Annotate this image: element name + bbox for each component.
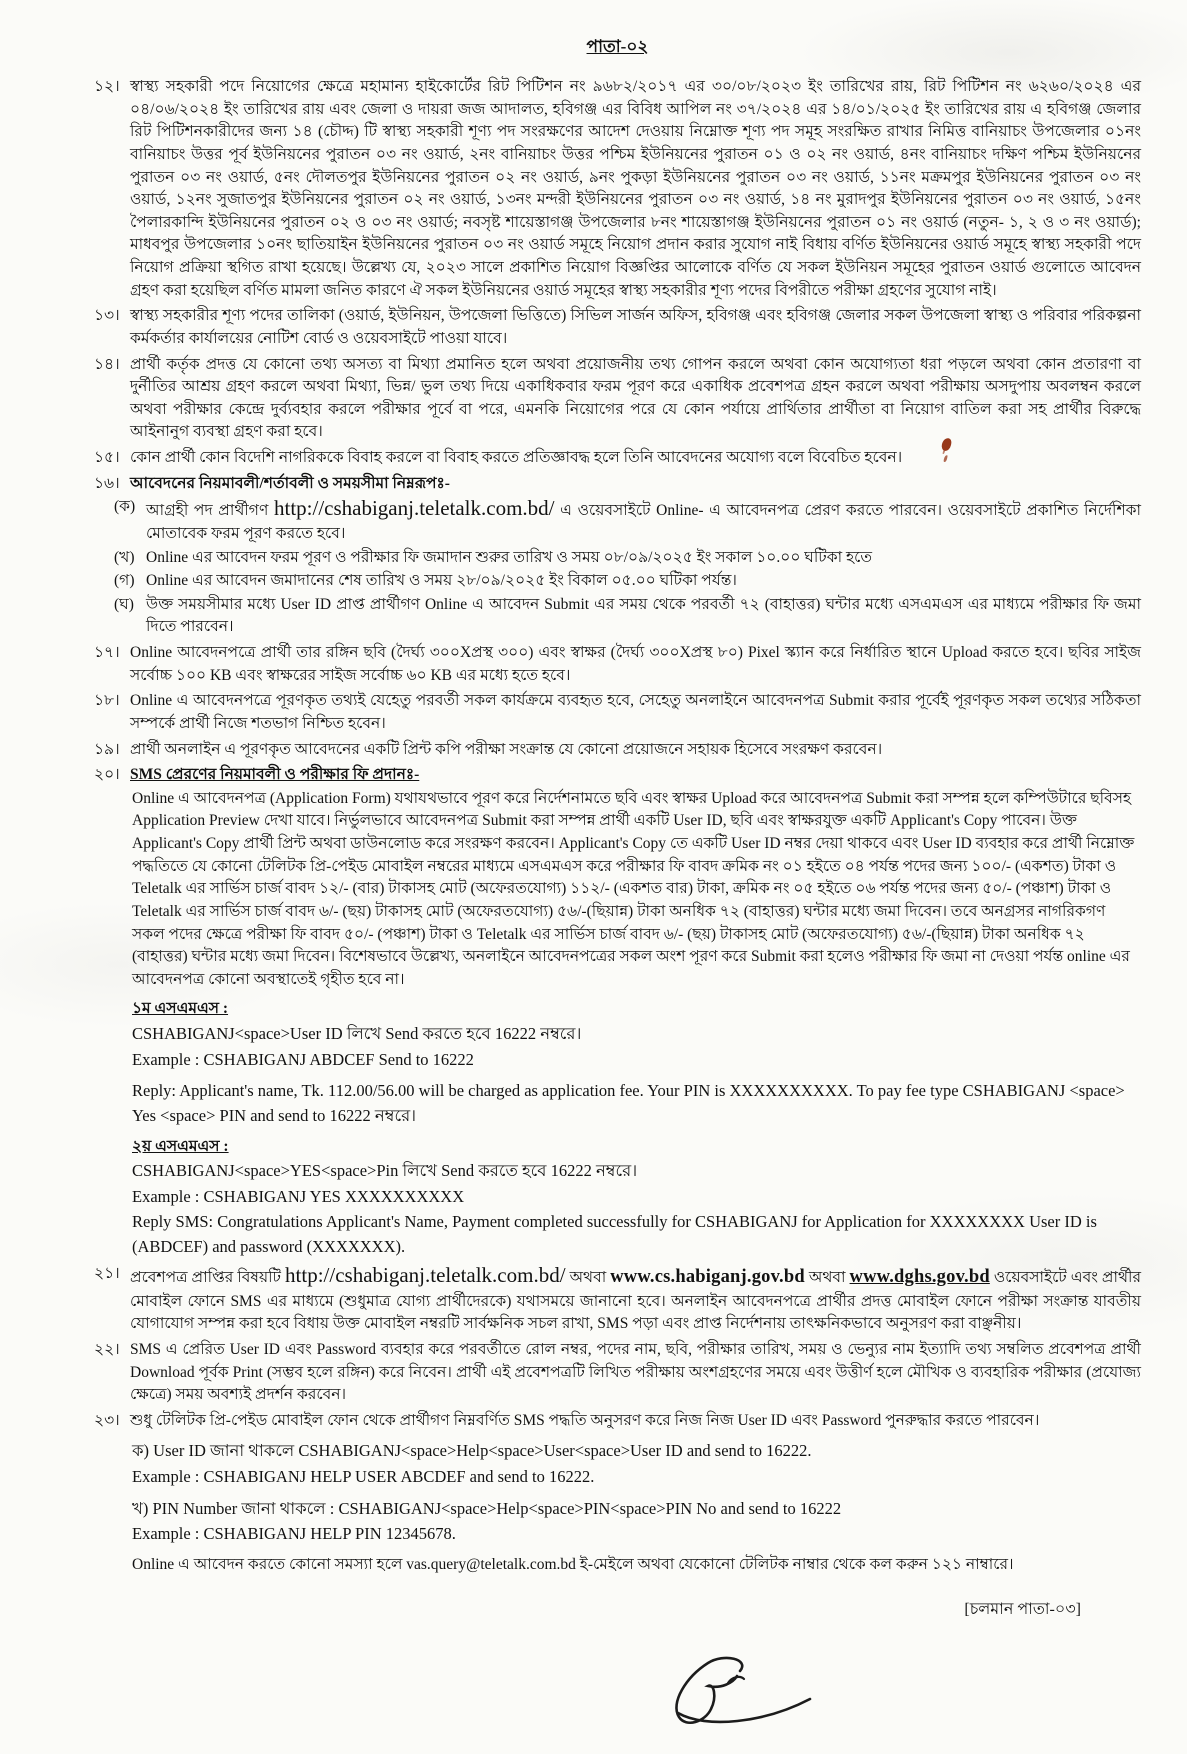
- text-run: প্রবেশপত্র প্রাপ্তির বিষয়টি: [130, 1268, 286, 1286]
- sms1-example: [94, 1048, 1141, 1073]
- item-content: [130, 1339, 1141, 1407]
- text-run: Example : CSHABIGANJ HELP PIN 12345678.: [132, 1524, 456, 1544]
- item-content: [132, 1048, 1141, 1073]
- item-23-a: [94, 1439, 1141, 1464]
- item-number: (খ): [114, 548, 135, 566]
- url-teletalk: http://cshabiganj.teletalk.com.bd/: [273, 496, 555, 521]
- text-run: Online এ আবেদন করতে কোনো সমস্যা হলে vas.query@teletalk.com.bd ই-মেইলে অথবা যেকোনো টেলিটক নাম্বার থেকে কল করুন ১২১ নাম্বারে।: [132, 1555, 1014, 1573]
- text-run: Online এ আবেদনপত্রে পূরণকৃত তথ্যই যেহেতু পরবর্তী সকল কার্যক্রমে ব্যবহৃত হবে, সেহেতু অনলাইনে আবেদনপত্র Submit করার পূর্বেই পূরণকৃত সকল তথ্যের সঠিকতা সম্পর্কে প্রার্থী নিজে শতভাগ নিশ্চিত হবেন।: [130, 692, 1141, 732]
- url-teletalk: http://cshabiganj.teletalk.com.bd/: [285, 1262, 566, 1287]
- item-content: [132, 1210, 1141, 1259]
- item-number: ১৬।: [94, 474, 120, 492]
- item-22: [94, 1339, 1141, 1407]
- text-run: Online এর আবেদন জমাদানের শেষ তারিখ ও সময় ২৮/০৯/২০২৫ ইং বিকাল ০৫.০০ ঘটিকা পর্যন্ত।: [146, 572, 737, 590]
- item-number: ১৫।: [94, 449, 120, 466]
- signature: [654, 1649, 834, 1749]
- item-21: [94, 1263, 1141, 1336]
- item-content: [130, 305, 1141, 350]
- item-number: (গ): [114, 572, 135, 590]
- text-run: শুধু টেলিটক প্রি-পেইড মোবাইল ফোন থেকে প্রার্থীগণ নিম্নবর্ণিত SMS পদ্ধতি অনুসরণ করে নিজ নিজ User ID এবং Password পুনরুদ্ধার করতে পারবেন।: [130, 1411, 1040, 1429]
- text-run: প্রার্থী কর্তৃক প্রদত্ত যে কোনো তথ্য অসত্য বা মিথ্যা প্রমানিত হলে অথবা প্রয়োজনীয় তথ্য গোপন করলে অথবা কোন অযোগ্যতা ধরা পড়লে অথবা কোন প্রতারণা বা দুর্নীতির আশ্রয় গ্রহণ করলে অথবা মিথ্যা, ভিন্ন/ ভুল তথ্য দিয়ে একাধিকবার ফরম পূরণ করে একাধিক প্রবেশপত্র গ্রহন করলে অথবা পরীক্ষায় অসদুপায় অবলম্বন করলে অথবা পরীক্ষার কেন্দ্রে দুর্ব্যবহার করলে পরীক্ষার পূর্বে বা পরে, এমনকি নিয়োগের পরে যে কোন পর্যায়ে প্রার্থিতার প্রার্থীতা বা নিয়োগ বাতিল করা সহ প্রার্থীর বিরুদ্ধে আইনানুগ ব্যবস্থা গ্রহণ করা হবে।: [130, 355, 1141, 441]
- item-content: [130, 642, 1141, 687]
- item-16-c: [94, 570, 1141, 593]
- text-run: আবেদনের নিয়মাবলী/শর্তাবলী ও সময়সীমা নিম্নরূপঃ-: [130, 474, 450, 492]
- page-title: পাতা-০২: [586, 37, 649, 56]
- text-run: CSHABIGANJ<space>User ID লিখে Send করতে হবে 16222 নম্বরে।: [132, 1024, 582, 1043]
- item-content: [130, 764, 1141, 787]
- item-16-heading: [94, 473, 1141, 496]
- item-content: [132, 998, 1141, 1021]
- item-16-b: [94, 547, 1141, 570]
- text-run: ওয়েবসাইটে এবং প্রার্থীর মোবাইল ফোনে SMS এর মাধ্যমে (শুধুমাত্র যোগ্য প্রার্থীদেরকে) যথাসময়ে জানানো হবে। অনলাইন আবেদনপত্রে প্রার্থীর প্রদত্ত মোবাইল ফোনে পরীক্ষা সংক্রান্ত যাবতীয় যোগাযোগ সম্পন্ন করা হবে বিধায় উক্ত মোবাইল নম্বরটি সার্বক্ষনিক সচল রাখা, SMS পড়া এবং প্রাপ্ত নির্দেশনায় তাৎক্ষনিকভাবে অনুসরণ করা বাঞ্ছনীয়।: [130, 1268, 1141, 1333]
- sms1-format: [94, 1022, 1141, 1047]
- item-number: ১৯।: [94, 740, 120, 758]
- text-run: কোন প্রার্থী কোন বিদেশি নাগরিককে বিবাহ করলে বা বিবাহ করতে প্রতিজ্ঞাবদ্ধ হলে তিনি আবেদনের অযোগ্য বলে বিবেচিত হবেন।: [130, 449, 903, 466]
- item-number: (ঘ): [114, 595, 134, 613]
- text-run: Online আবেদনপত্রে প্রার্থী তার রঙ্গিন ছবি (দৈর্ঘ্য ৩০০Xপ্রস্থ ৩০০) এবং স্বাক্ষর (দৈর্ঘ্য ৩০০Xপ্রস্থ ৮০) Pixel স্ক্যান করে নির্ধারিত স্থানে Upload করতে হবে। ছবির সাইজ সর্বোচ্চ ১০০ KB এবং স্বাক্ষরের সাইজ সর্বোচ্চ ৬০ KB এর মধ্যে হতে হবে।: [130, 644, 1141, 684]
- item-content: [130, 354, 1141, 445]
- document-body: [94, 76, 1141, 1577]
- text-run: Reply SMS: Congratulations Applicant's Name, Payment completed successfully for CSHABIGANJ for Application for XXXXXXXX User ID is (ABDCEF) and password (XXXXXXX).: [132, 1212, 1097, 1256]
- text-run: এ ওয়েবসাইটে Online- এ আবেদনপত্র প্রেরণ করতে পারবেন। ওয়েবসাইটে প্রকাশিত নির্দেশিকা মোতাবেক ফরম পূরণ করতে হবে।: [146, 502, 1141, 542]
- item-content: [130, 447, 1141, 470]
- item-18: [94, 690, 1141, 735]
- item-23-a-example: [94, 1465, 1141, 1490]
- sms2-format: [94, 1159, 1141, 1184]
- sms1-heading: [94, 998, 1141, 1021]
- text-run: CSHABIGANJ<space>YES<space>Pin লিখে Send করতে হবে 16222 নম্বরে।: [132, 1161, 638, 1181]
- item-content: [132, 1079, 1141, 1128]
- item-19: [94, 739, 1141, 762]
- item-number: ১৪।: [94, 355, 120, 373]
- item-content: [132, 1022, 1141, 1047]
- item-content: [146, 594, 1141, 639]
- item-content: [130, 1263, 1141, 1336]
- url-cs-habiganj: www.cs.habiganj.gov.bd: [610, 1266, 805, 1287]
- item-content: [132, 1185, 1141, 1210]
- item-content: [146, 570, 1141, 593]
- sms2-heading: [94, 1136, 1141, 1159]
- item-12: [94, 76, 1141, 302]
- sms1-reply: [94, 1079, 1141, 1128]
- item-17: [94, 642, 1141, 687]
- item-content: [132, 1497, 1141, 1522]
- item-content: [132, 1136, 1141, 1159]
- text-run: Reply: Applicant's name, Tk. 112.00/56.00 will be charged as application fee. Your PIN is XXXXXXXXXX. To pay fee type CSHABIGANJ <space> Yes <space> PIN and send to 16222 নম্বরে।: [132, 1081, 1125, 1125]
- text-run: অথবা: [565, 1268, 611, 1286]
- sms2-example: [94, 1185, 1141, 1210]
- item-23-b: [94, 1497, 1141, 1522]
- item-content: [130, 739, 1141, 762]
- item-14: [94, 354, 1141, 445]
- item-content: [132, 1554, 1141, 1577]
- text-run: Online এ আবেদনপত্র (Application Form) যথাযথভাবে পূরণ করে নির্দেশনামতে ছবি এবং স্বাক্ষর Upload করে আবেদনপত্র Submit করা সম্পন্ন হলে কম্পিউটারে ছবিসহ Application Preview দেখা যাবে। নির্ভুলভাবে আবেদনপত্র Submit করা সম্পন্ন প্রার্থী একটি User ID, ছবি এবং স্বাক্ষরযুক্ত একটি Applicant's Copy পাবেন। উক্ত Applicant's Copy প্রার্থী প্রিন্ট অথবা ডাউনলোড করে সংরক্ষণ করবেন। Applicant's Copy তে একটি User ID নম্বর দেয়া থাকবে এবং User ID ব্যবহার করে প্রার্থী নিম্নোক্ত পদ্ধতিতে যে কোনো টেলিটক প্রি-পেইড মোবাইল নম্বরের মাধ্যমে এসএমএস করে পরীক্ষার ফি বাবদ ক্রমিক নং ০১ হইতে ০৪ পর্যন্ত পদের জন্য ১০০/- (একশত) টাকা ও Teletalk এর সার্ভিস চার্জ বাবদ ১২/- (বার) টাকাসহ মোট (অফেরতযোগ্য) ১১২/- (একশত বার) টাকা, ক্রমিক নং ০৫ হইতে ০৬ পর্যন্ত পদের জন্য ৫০/- (পঞ্চাশ) টাকা ও Teletalk এর সার্ভিস চার্জ বাবদ ৬/- (ছয়) টাকাসহ মোট (অফেরতযোগ্য) ৫৬/-(ছিয়ান্ন) টাকা অনধিক ৭২ (বাহাত্তর) ঘন্টার মধ্যে জমা দিবেন। তবে অনগ্রসর নাগরিকগণ সকল পদের ক্ষেত্রে পরীক্ষা ফি বাবদ ৫০/- (পঞ্চাশ) টাকা ও Teletalk এর সার্ভিস চার্জ বাবদ ৬/- (ছয়) টাকাসহ মোট (অফেরতযোগ্য) ৫৬/-(ছিয়ান্ন) টাকা অনধিক ৭২ (বাহাত্তর) ঘন্টার মধ্যে জমা দিবেন। বিশেষভাবে উল্লেখ্য, অনলাইনে আবেদনপত্রের সকল অংশ পূরণ করে Submit করা হলেও পরীক্ষার ফি জমা না দেওয়া পর্যন্ত online এর আবেদনপত্র কোনো অবস্থাতেই গৃহীত হবে না।: [132, 789, 1135, 988]
- text-run: ২য় এসএমএস :: [132, 1137, 229, 1155]
- item-content: [132, 1439, 1141, 1464]
- text-run: স্বাস্থ্য সহকারী পদে নিয়োগের ক্ষেত্রে মহামান্য হাইকোর্টের রিট পিটিশন নং ৯৬৮২/২০১৭ এর ৩০/০৮/২০২৩ ইং তারিখের রায়, রিট পিটিশন নং ৬২৬০/২০২৪ এর ০৪/০৬/২০২৪ ইং তারিখের রায় এবং জেলা ও দায়রা জজ আদালত, হবিগঞ্জ এর বিবিধ আপিল নং ৩৭/২০২৪ এর ১৪/০১/২০২৫ ইং তারিখের রায় এ হবিগঞ্জ জেলার রিট পিটিশনকারীদের জন্য ১৪ (চৌদ্দ) টি স্বাস্থ্য সহকারী শূণ্য পদ সংরক্ষণের আদেশ দেওয়ায় নিম্নোক্ত শূণ্য পদ সমূহ সংরক্ষিত রাখার নিমিত্ত বানিয়াচং উপজেলার ০১নং বানিয়াচং উত্তর পূর্ব ইউনিয়নের পুরাতন ০৩ নং ওয়ার্ড, ২নং বানিয়াচং উত্তর পশ্চিম ইউনিয়নের পুরাতন ০১ ও ০২ নং ওয়ার্ড, ৪নং বানিয়াচং দক্ষিণ পশ্চিম ইউনিয়নের পুরাতন ০৩ নং ওয়ার্ড, ৫নং দৌলতপুর ইউনিয়নের পুরাতন ০২ নং ওয়ার্ড, ৯নং পুকড়া ইউনিয়নের পুরাতন ০৩ নং ওয়ার্ড, ১১নং মক্রমপুর ইউনিয়নের পুরাতন ০৩ নং ওয়ার্ড, ১২নং সুজাতপুর ইউনিয়নের পুরাতন ০২ নং ওয়ার্ড, ১৩নং মন্দরী ইউনিয়নের পুরাতন ০৩ নং ওয়ার্ড, ১৪ নং মুরাদপুর ইউনিয়নের পুরাতন ০৩ নং ওয়ার্ড, ১৫নং পৈলারকান্দি ইউনিয়নের পুরাতন ০২ ও ০৩ নং ওয়ার্ড; নবসৃষ্ট শায়েস্তাগঞ্জ উপজেলার ৮নং শায়েস্তাগঞ্জ ইউনিয়নের পুরাতন ০১ নং ওয়ার্ড (নতুন- ১, ২ ও ৩ নং ওয়ার্ড); মাধবপুর উপজেলার ১০নং ছাতিয়াইন ইউনিয়নের পুরাতন ০৩ নং ওয়ার্ড সমূহে নিয়োগ প্রদান করার সুযোগ নাই বিধায় বর্ণিত ইউনিয়নের ওয়ার্ড সমূহে স্বাস্থ্য সহকারী পদে নিয়োগ প্রক্রিয়া স্থগিত রাখা হয়েছে। উল্লেখ্য যে, ২০২৩ সালে প্রকাশিত নিয়োগ বিজ্ঞপ্তির আলোকে বর্ণিত যে সকল ইউনিয়ন সমূহের পুরাতন ওয়ার্ড গুলোতে আবেদন গ্রহণ করা হয়েছিল বর্ণিত মামলা জনিত কারণে ঐ সকল ইউনিয়নের ওয়ার্ড সমূহের স্বাস্থ্য সহকারীর শূণ্য পদের বিপরীতে পরীক্ষা গ্রহণের সুযোগ নাই।: [130, 78, 1141, 299]
- item-content: [146, 496, 1141, 545]
- item-number: ২১।: [94, 1264, 120, 1282]
- item-content: [130, 76, 1141, 302]
- item-number: ২৩।: [94, 1411, 120, 1429]
- text-run: স্বাস্থ্য সহকারীর শূণ্য পদের তালিকা (ওয়ার্ড, ইউনিয়ন, উপজেলা ভিত্তিতে) সিভিল সার্জন অফিস, হবিগঞ্জ এবং হবিগঞ্জ জেলার সকল উপজেলা স্বাস্থ্য ও পরিবার পরিকল্পনা কর্মকর্তার কার্যালয়ের নোটিশ বোর্ড ও ওয়েবসাইটে পাওয়া যাবে।: [130, 307, 1141, 347]
- item-23-support: [94, 1554, 1141, 1577]
- text-run: SMS এ প্রেরিত User ID এবং Password ব্যবহার করে পরবর্তীতে রোল নম্বর, পদের নাম, ছবি, পরীক্ষার তারিখ, সময় ও ভেন্যুর নাম ইত্যাদি তথ্য সম্বলিত প্রবেশপত্র প্রার্থী Download পূর্বক Print (সম্ভব হলে রঙ্গিন) করে নিবেন। প্রার্থী এই প্রবেশপত্রটি লিখিত পরীক্ষায় অংশগ্রহণের সময়ে এবং উত্তীর্ণ হলে মৌখিক ও ব্যবহারিক পরীক্ষার (প্রযোজ্য ক্ষেত্রে) সময় অবশ্যই প্রদর্শন করবেন।: [130, 1340, 1141, 1404]
- item-content: [132, 1522, 1141, 1547]
- text-run: আগ্রহী পদ প্রার্থীগণ: [146, 502, 274, 520]
- item-23-b-example: [94, 1522, 1141, 1547]
- continuation-note: [চলমান পাতা-০৩]: [964, 1600, 1081, 1618]
- text-run: Example : CSHABIGANJ ABDCEF Send to 16222: [132, 1049, 474, 1069]
- item-content: [130, 690, 1141, 735]
- text-run: উক্ত সময়সীমার মধ্যে User ID প্রাপ্ত প্রার্থীগণ Online এ আবেদন Submit এর সময় থেকে পরবর্তী ৭২ (বাহাত্তর) ঘন্টার মধ্যে এসএমএস এর মাধ্যমে পরীক্ষার ফি জমা দিতে পারবেন।: [146, 595, 1141, 636]
- text-run: SMS প্রেরণের নিয়মাবলী ও পরীক্ষার ফি প্রদানঃ-: [130, 766, 420, 784]
- item-number: ১৭।: [94, 644, 120, 661]
- text-run: অথবা: [804, 1268, 850, 1286]
- text-run: Online এর আবেদন ফরম পূরণ ও পরীক্ষার ফি জমাদান শুরুর তারিখ ও সময় ০৮/০৯/২০২৫ ইং সকাল ১০.০০ ঘটিকা হতে: [146, 548, 872, 566]
- text-run: Example : CSHABIGANJ HELP USER ABCDEF and send to 16222.: [132, 1467, 595, 1486]
- item-15: [94, 447, 1141, 470]
- text-run: Example : CSHABIGANJ YES XXXXXXXXXX: [132, 1186, 465, 1206]
- item-number: (ক): [114, 498, 136, 516]
- item-20-body: [94, 788, 1141, 992]
- sms2-reply: [94, 1210, 1141, 1259]
- item-number: ১৮।: [94, 692, 120, 710]
- item-16-d: [94, 594, 1141, 639]
- item-number: ১৩।: [94, 307, 120, 325]
- item-content: [130, 1410, 1141, 1433]
- item-20-heading: [94, 764, 1141, 787]
- item-content: [146, 547, 1141, 570]
- text-run: খ) PIN Number জানা থাকলে : CSHABIGANJ<space>Help<space>PIN<space>PIN No and send to 16222: [132, 1498, 842, 1518]
- text-run: ক) User ID জানা থাকলে CSHABIGANJ<space>Help<space>User<space>User ID and send to 16222.: [132, 1441, 812, 1461]
- url-dghs: www.dghs.gov.bd: [849, 1266, 990, 1287]
- item-number: ২০।: [94, 766, 120, 784]
- item-content: [132, 1465, 1141, 1490]
- item-content: [132, 788, 1141, 992]
- item-content: [132, 1159, 1141, 1184]
- item-number: ২২।: [94, 1340, 120, 1358]
- text-run: প্রার্থী অনলাইন এ পূরণকৃত আবেদনের একটি প্রিন্ট কপি পরীক্ষা সংক্রান্ত যে কোনো প্রয়োজনে সহায়ক হিসেবে সংরক্ষণ করবেন।: [130, 740, 883, 758]
- item-13: [94, 305, 1141, 350]
- item-16-a: [94, 496, 1141, 545]
- text-run: ১ম এসএমএস :: [132, 1000, 229, 1018]
- item-number: ১২।: [94, 78, 120, 95]
- item-content: [130, 473, 1141, 496]
- item-23: [94, 1410, 1141, 1433]
